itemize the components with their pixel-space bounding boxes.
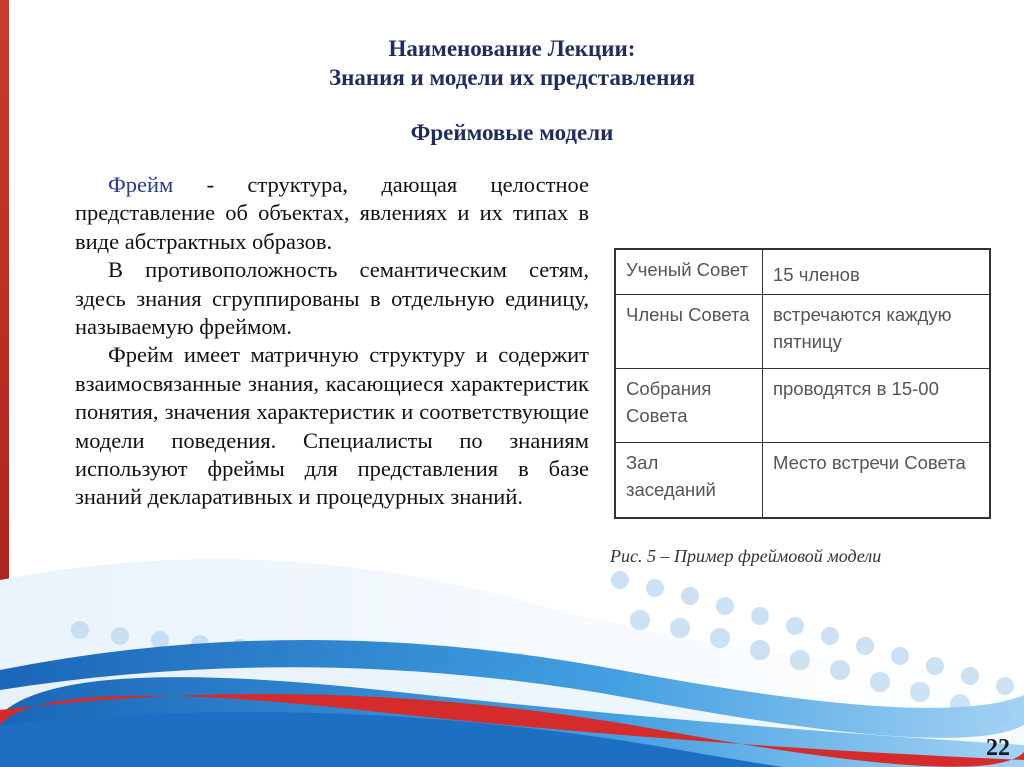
term-frame: Фрейм <box>108 172 174 197</box>
paragraph-3: Фрейм имеет матричную структуру и содержит взаимосвязанные знания, касающиеся характеристик понятия, значения характеристик и соответствующие модели поведения. Специалисты по знаниям используют фреймы для представления в базе знаний декларативных и процедурных знаний. <box>75 342 589 510</box>
slide-title <box>0 34 1024 92</box>
figure-caption: Рис. 5 – Пример фреймовой модели <box>610 546 882 566</box>
title-line-1: Наименование Лекции: <box>388 36 636 61</box>
value-cell: Место встречи Совета <box>763 443 991 518</box>
table-row <box>615 294 990 368</box>
title-line-2: Знания и модели их представления <box>328 65 696 90</box>
slot-cell: Ученый Совет <box>615 249 763 294</box>
paragraph-1-text: - структура, дающая целостное представление об объектах, явлениях и их типах в виде абстрактных образов. <box>75 172 589 254</box>
paragraph-1 <box>75 171 589 256</box>
table-row <box>615 443 990 518</box>
page-number: 22 <box>986 735 1010 761</box>
table-row <box>615 368 990 442</box>
value-cell: встречаются каждую пятницу <box>763 294 991 368</box>
frame-model-table <box>614 248 991 519</box>
section-subtitle: Фреймовые модели <box>410 120 614 145</box>
paragraph-2: В противоположность семантическим сетям, здесь знания сгруппированы в отдельную единицу, называемую фреймом. <box>75 257 589 340</box>
body-text <box>75 171 589 512</box>
value-cell: проводятся в 15-00 <box>763 368 991 442</box>
value-cell: 15 членов <box>763 249 991 294</box>
slot-cell: Члены Совета <box>615 294 763 368</box>
slot-cell: Собрания Совета <box>615 368 763 442</box>
table-row <box>615 249 990 294</box>
slot-cell: Зал заседаний <box>615 443 763 518</box>
